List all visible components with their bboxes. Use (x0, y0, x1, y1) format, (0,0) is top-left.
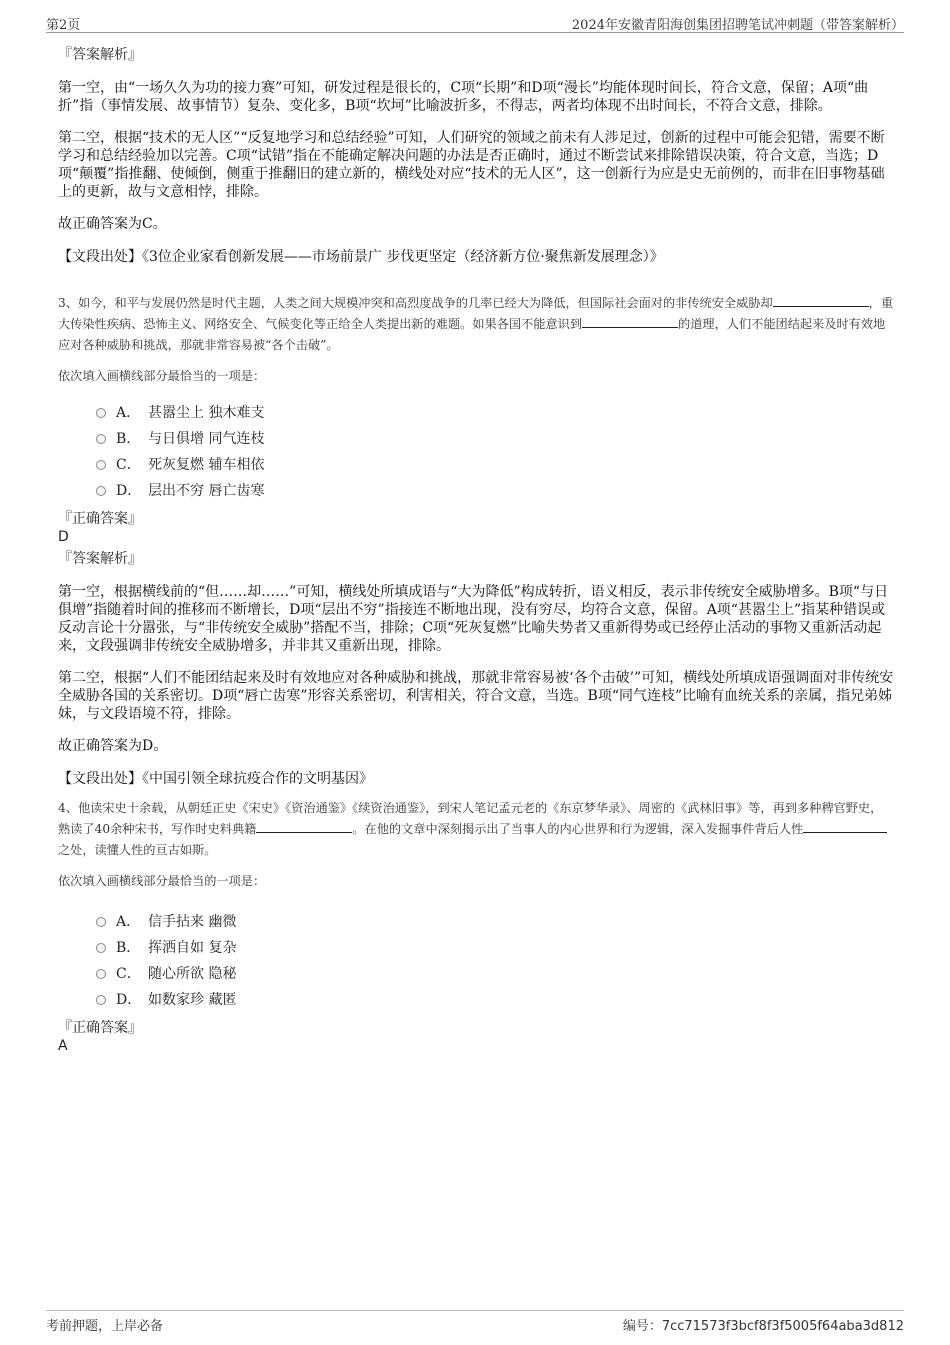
q4-stem-part3: 之处，读懂人性的亘古如斯。 (58, 843, 217, 857)
q4-blank-2 (803, 820, 887, 833)
q3-option-b[interactable]: B． 与日俱增 同气连枝 (96, 426, 894, 452)
radio-icon[interactable] (96, 486, 106, 496)
q2-analysis-para2: 第二空，根据“技术的无人区”“反复地学习和总结经验”可知，人们研究的领域之前未有人涉足过，创新的过程中可能会犯错，需要不断学习和总结经验加以完善。C项“试错”指在不能确定解决问题的办法是否正确时，通过不断尝试来排除错误决策，符合文意，当选；D项“颠覆”指推翻、使倾倒，侧重于推翻旧的建立新的，横线处对应“技术的无人区”，这一创新行为应是史无前例的，而非在旧事物基础上的更新，故与文意相悖，排除。 (58, 130, 885, 200)
q4-answer: A (58, 1038, 68, 1054)
q3-blank-1 (773, 294, 869, 307)
radio-icon[interactable] (96, 969, 106, 979)
document-id: 编号：7cc71573f3bcf8f3f5005f64aba3d812 (622, 1319, 904, 1334)
q3-analysis-label: 『答案解析』 (58, 551, 142, 567)
q3-answer: D (58, 529, 69, 545)
q3-blank-2 (582, 315, 678, 328)
radio-icon[interactable] (96, 434, 106, 444)
page-content (58, 46, 894, 1055)
q3-stem-part1: 3、如今，和平与发展仍然是时代主题，人类之间大规模冲突和高烈度战争的几率已经大为降低，但国际社会面对的非传统安全威胁却 (58, 296, 773, 310)
q4-option-d[interactable]: D． 如数家珍 藏匿 (96, 987, 894, 1013)
page-number: 第2页 (46, 18, 81, 33)
q3-stem (58, 293, 894, 356)
q4-option-b[interactable]: B． 挥洒自如 复杂 (96, 935, 894, 961)
q3-analysis-para1: 第一空，根据横线前的“但……却……”可知，横线处所填成语与“大为降低”构成转折，语义相反，表示非传统安全威胁增多。B项“与日俱增”指随着时间的推移而不断增长，D项“层出不穷”指接连不断地出现，没有穷尽，均符合文意，保留。A项“甚嚣尘上”指某种错误或反动言论十分嚣张，与“非传统安全威胁”搭配不当，排除；C项“死灰复燃”比喻失势者又重新得势或已经停止活动的事物又重新活动起来，文段强调非传统安全威胁增多，并非其又重新出现，排除。 (58, 584, 889, 654)
page-footer (46, 1310, 904, 1337)
q2-analysis-label: 『答案解析』 (58, 47, 142, 63)
footer-slogan: 考前押题，上岸必备 (46, 1319, 164, 1334)
q3-option-c[interactable]: C． 死灰复燃 辅车相依 (96, 452, 894, 478)
q3-stem-part2: ，重大传染性疾病、恐怖主义、网络安全、气候变化等正给全人类提出新的难题。如果各国不能意识到 (58, 296, 894, 331)
q3-stem-part3: 的道理，人们不能团结起来及时有效地应对各种威胁和挑战，那就非常容易被“各个击破”。 (58, 317, 886, 352)
radio-icon[interactable] (96, 408, 106, 418)
q3-analysis-para2: 第二空，根据“人们不能团结起来及时有效地应对各种威胁和挑战，那就非常容易被‘各个击破’”可知，横线处所填成语强调面对非传统安全威胁各国的关系密切。D项“唇亡齿寒”形容关系密切，利害相关，符合文意，当选。B项“同气连枝”比喻有血统关系的亲属，指兄弟姊妹，与文段语境不符，排除。 (58, 670, 894, 722)
q4-answer-label: 『正确答案』 (58, 1020, 142, 1036)
q4-blank-1 (256, 820, 352, 833)
radio-icon[interactable] (96, 995, 106, 1005)
q4-stem-part2: 。在他的文章中深刻揭示出了当事人的内心世界和行为逻辑，深入发掘事件背后人性 (352, 822, 804, 836)
q4-option-c[interactable]: C． 随心所欲 隐秘 (96, 961, 894, 987)
q4-option-a[interactable]: A． 信手拈来 幽微 (96, 909, 894, 935)
q3-options (96, 400, 894, 504)
radio-icon[interactable] (96, 460, 106, 470)
q3-option-a[interactable]: A． 甚嚣尘上 独木难支 (96, 400, 894, 426)
q4-options (96, 909, 894, 1013)
q4-stem (58, 798, 894, 861)
radio-icon[interactable] (96, 943, 106, 953)
q3-answer-label: 『正确答案』 (58, 511, 142, 527)
q2-conclusion: 故正确答案为C。 (58, 216, 167, 232)
q2-analysis-para1: 第一空，由“一场久久为功的接力赛”可知，研发过程是很长的，C项“长期”和D项“漫长”均能体现时间长，符合文意，保留；A项“曲折”指（事情发展、故事情节）复杂、变化多，B项“坎坷”比喻波折多，不得志，两者均体现不出时间长，不符合文意，排除。 (58, 80, 869, 114)
page-header (46, 12, 904, 33)
q4-instruction: 依次填入画横线部分最恰当的一项是： (58, 874, 266, 888)
q4-stem-part1: 4、他读宋史十余载，从朝廷正史《宋史》《资治通鉴》《续资治通鉴》，到宋人笔记孟元老的《东京梦华录》、周密的《武林旧事》等，再到多种稗官野史，熟读了40余种宋书，写作时史料典籍 (58, 801, 883, 836)
q3-instruction: 依次填入画横线部分最恰当的一项是： (58, 369, 266, 383)
q3-option-d[interactable]: D． 层出不穷 唇亡齿寒 (96, 478, 894, 504)
radio-icon[interactable] (96, 917, 106, 927)
document-title: 2024年安徽青阳海创集团招聘笔试冲刺题（带答案解析） (571, 18, 904, 33)
q3-conclusion: 故正确答案为D。 (58, 738, 168, 754)
q3-source: 【文段出处】《中国引领全球抗疫合作的文明基因》 (58, 771, 373, 787)
q2-source: 【文段出处】《3位企业家看创新发展——市场前景广 步伐更坚定（经济新方位·聚焦新发展理念）》 (58, 249, 664, 265)
